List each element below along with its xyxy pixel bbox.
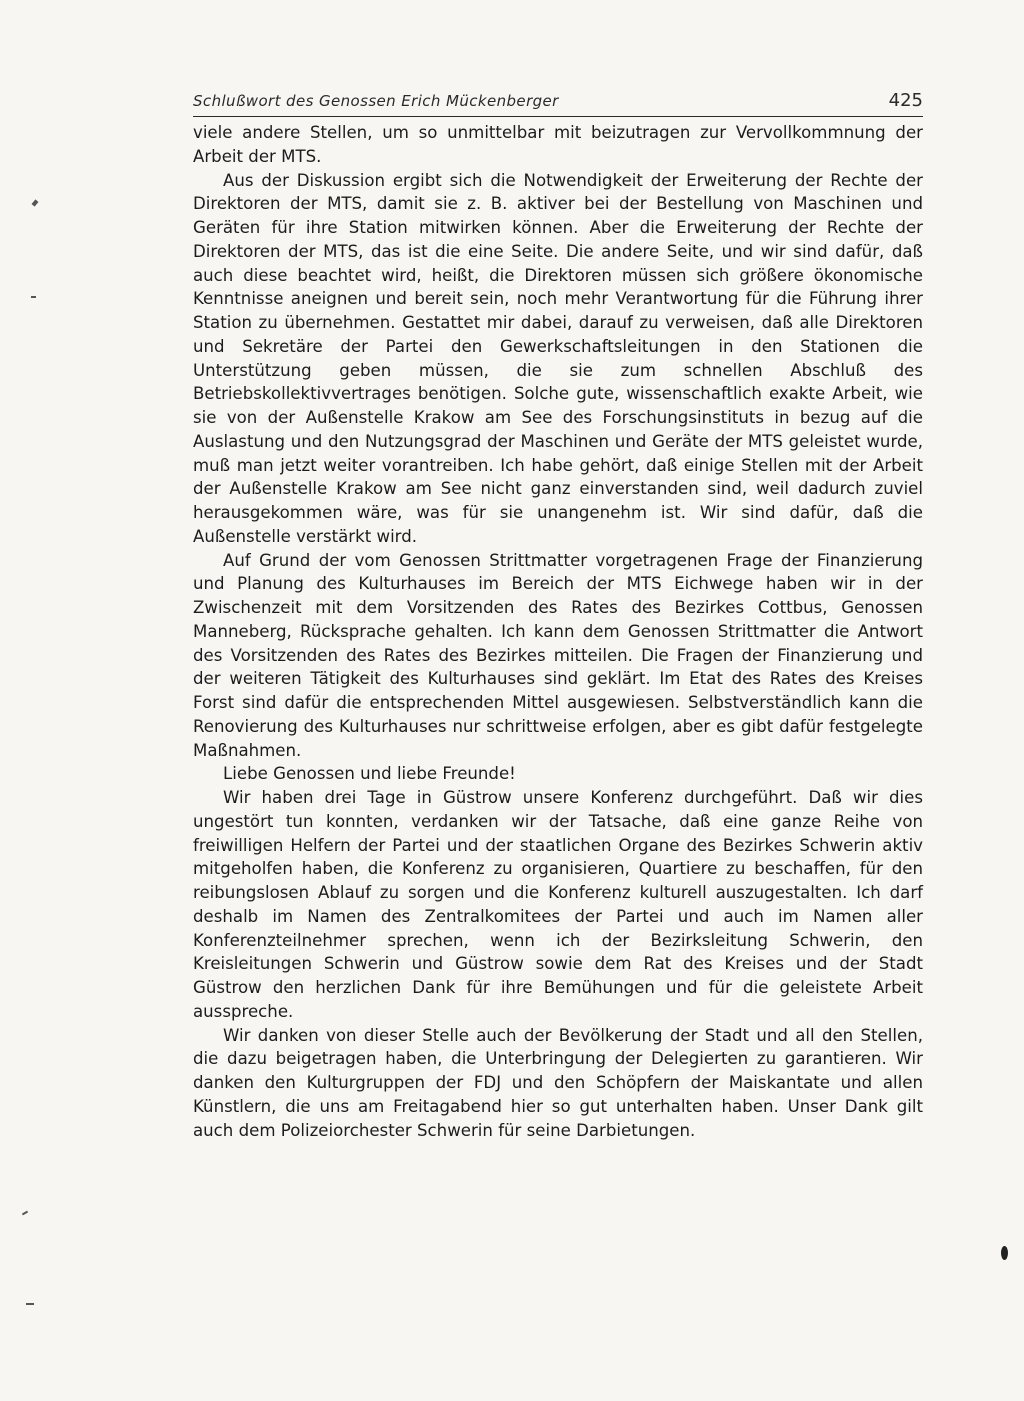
- running-head: [193, 82, 923, 117]
- salutation: Liebe Genossen und liebe Freunde!: [223, 764, 516, 784]
- scan-speck: [32, 199, 39, 206]
- book-page: [193, 82, 923, 1142]
- scan-speck: [26, 1303, 34, 1305]
- running-title: Schlußwort des Genossen Erich Mückenberger: [193, 92, 559, 110]
- scan-speck: [31, 296, 36, 298]
- paragraph: Wir danken von dieser Stelle auch der Bevölkerung der Stadt und all den Stellen, die dazu beigetragen haben, die Unterbringung der Delegierten zu garantieren. Wir danken den Kulturgruppen der FDJ und den Schöpfern der Maiskantate und allen Künstlern, die uns am Freitagabend hier so gut unterhalten haben. Unser Dank gilt auch dem Polizeiorchester Schwerin für seine Darbietungen.: [193, 1025, 923, 1140]
- scan-speck: [22, 1211, 28, 1216]
- page-number: 425: [888, 90, 923, 111]
- paragraph: Auf Grund der vom Genossen Strittmatter vorgetragenen Frage der Finanzierung und Planung des Kulturhauses im Bereich der MTS Eichwege haben wir in der Zwischenzeit mit dem Vorsitzenden des Rates des Bezirkes Cottbus, Genossen Manneberg, Rücksprache gehalten. Ich kann dem Genossen Strittmatter die Antwort des Vorsitzenden des Rates des Bezirkes mitteilen. Die Fragen der Finanzierung und der weiteren Tätigkeit des Kulturhauses sind geklärt. Im Etat des Rates des Kreises Forst sind dafür die entsprechenden Mittel ausgewiesen. Selbstverständlich kann die Renovierung des Kulturhauses nur schrittweise erfolgen, aber es gibt dafür festgelegte Maßnahmen.: [193, 550, 923, 760]
- scan-dot: [1001, 1246, 1008, 1260]
- paragraph: viele andere Stellen, um so unmittelbar mit beizutragen zur Vervollkommnung der Arbeit der MTS.: [193, 123, 923, 166]
- body-text: [193, 121, 923, 1142]
- paragraph: Wir haben drei Tage in Güstrow unsere Konferenz durchgeführt. Daß wir dies ungestört tun konnten, verdanken wir der Tatsache, daß eine ganze Reihe von freiwilligen Helfern der Partei und der staatlichen Organe des Bezirkes Schwerin aktiv mitgeholfen haben, die Konferenz zu organisieren, Quartiere zu beschaffen, für den reibungslosen Ablauf zu sorgen und die Konferenz kulturell auszugestalten. Ich darf deshalb im Namen des Zentralkomitees der Partei und auch im Namen aller Konferenzteilnehmer sprechen, wenn ich der Bezirksleitung Schwerin, den Kreisleitungen Schwerin und Güstrow sowie dem Rat des Kreises und der Stadt Güstrow den herzlichen Dank für ihre Bemühungen und für die geleistete Arbeit ausspreche.: [193, 788, 923, 1021]
- paragraph: Aus der Diskussion ergibt sich die Notwendigkeit der Erweiterung der Rechte der Direktoren der MTS, damit sie z. B. aktiver bei der Bestellung von Maschinen und Geräten für ihre Station mitwirken können. Aber die Erweiterung der Rechte der Direktoren der MTS, das ist die eine Seite. Die andere Seite, und wir sind dafür, daß auch diese beachtet wird, heißt, die Direktoren müssen sich größere ökonomische Kenntnisse aneignen und bereit sein, noch mehr Verantwortung für die Führung ihrer Station zu übernehmen. Gestattet mir dabei, darauf zu verweisen, daß alle Direktoren und Sekretäre der Partei den Gewerkschaftsleitungen in den Stationen die Unterstützung geben müssen, die sie zum schnellen Abschluß des Betriebskollektivvertrages benötigen. Solche gute, wissenschaftlich exakte Arbeit, wie sie von der Außenstelle Krakow am See des Forschungsinstituts in bezug auf die Auslastung und den Nutzungsgrad der Maschinen und Geräte der MTS geleistet wurde, muß man jetzt weiter vorantreiben. Ich habe gehört, daß einige Stellen mit der Arbeit der Außenstelle Krakow am See nicht ganz einverstanden sind, weil dadurch zuviel herausgekommen wäre, was für sie unangenehm ist. Wir sind dafür, daß die Außenstelle verstärkt wird.: [193, 170, 923, 546]
